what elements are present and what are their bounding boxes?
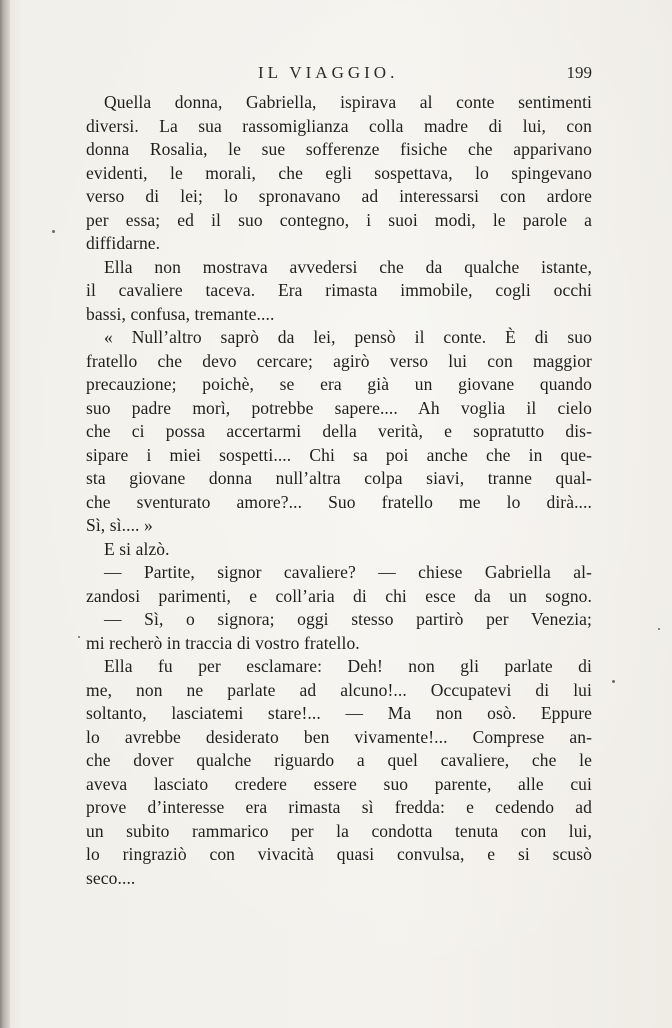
text-line: che dover qualche riguardo a quel cavaliere, che le [86,750,592,770]
paper-speck [78,636,80,638]
text-line: — Sì, o signora; oggi stesso partirò per Venezia; [104,609,592,629]
page-spine-shadow [0,0,10,1028]
text-line: E si alzò. [104,538,170,559]
text-line: diversi. La sua rassomiglianza colla madre di lui, con [86,115,592,136]
text-line: donna Rosalia, le sue sofferenze fisiche che apparivano [86,139,592,159]
text-line: sta giovane donna null’altra colpa siavi, tranne qual- [86,468,592,488]
text-line: lo avrebbe desiderato ben vivamente!... Comprese an- [86,726,592,747]
text-line: Ella non mostrava avvedersi che da qualche istante, [104,256,592,277]
paper-speck [658,628,660,630]
paper-speck [612,680,615,683]
running-title: IL VIAGGIO. [258,63,399,82]
text-line: « Null’altro saprò da lei, pensò il conte. È di suo [104,327,592,347]
text-line: precauzione; poichè, se era già un giovane quando [86,374,592,394]
text-line: soltanto, lasciatemi stare!... — Ma non osò. Eppure [86,703,592,723]
text-line: suo padre morì, potrebbe sapere.... Ah voglia il cielo [86,397,592,418]
text-line: sipare i miei sospetti.... Chi sa poi anche che in que- [86,444,592,465]
text-line: lo ringraziò con vivacità quasi convulsa, e si scusò [86,844,592,864]
page-number: 199 [566,63,592,82]
text-line: Quella donna, Gabriella, ispirava al conte sentimenti [104,92,592,112]
text-line: verso di lei; lo spronavano ad interessarsi con ardore [86,186,592,206]
text-line: diffidarne. [86,233,161,253]
text-line: evidenti, le morali, che egli sospettava, lo spingevano [86,162,592,183]
text-line: che ci possa accertarmi della verità, e sopratutto dis- [86,421,592,441]
text-line: per essa; ed il suo contegno, i suoi modi, le parole a [86,209,592,230]
text-line: prove d’interesse era rimasta sì fredda: e cedendo ad [86,797,592,817]
text-line: zandosi parimenti, e coll’aria di chi esce da un sogno. [86,585,592,606]
text-line: seco.... [86,867,136,888]
text-line: un subito rammarico per la condotta tenuta con lui, [86,820,592,841]
text-line: mi recherò in traccia di vostro fratello. [86,632,360,653]
paper-speck [52,230,55,233]
text-line: il cavaliere taceva. Era rimasta immobile, cogli occhi [86,280,592,300]
text-line: fratello che devo cercare; agirò verso lui con maggior [86,350,592,371]
text-line: Ella fu per esclamare: Deh! non gli parlate di [104,656,592,676]
text-line: che sventurato amore?... Suo fratello me lo dirà.... [86,491,592,512]
text-line: me, non ne parlate ad alcuno!... Occupatevi di lui [86,679,592,700]
text-line: Sì, sì.... » [86,515,153,535]
text-line: aveva lasciato credere essere suo parente, alle cui [86,773,592,794]
text-line: — Partite, signor cavaliere? — chiese Gabriella al- [104,562,592,582]
text-line: bassi, confusa, tremante.... [86,303,275,324]
running-head [86,60,592,86]
body-text [86,91,592,890]
